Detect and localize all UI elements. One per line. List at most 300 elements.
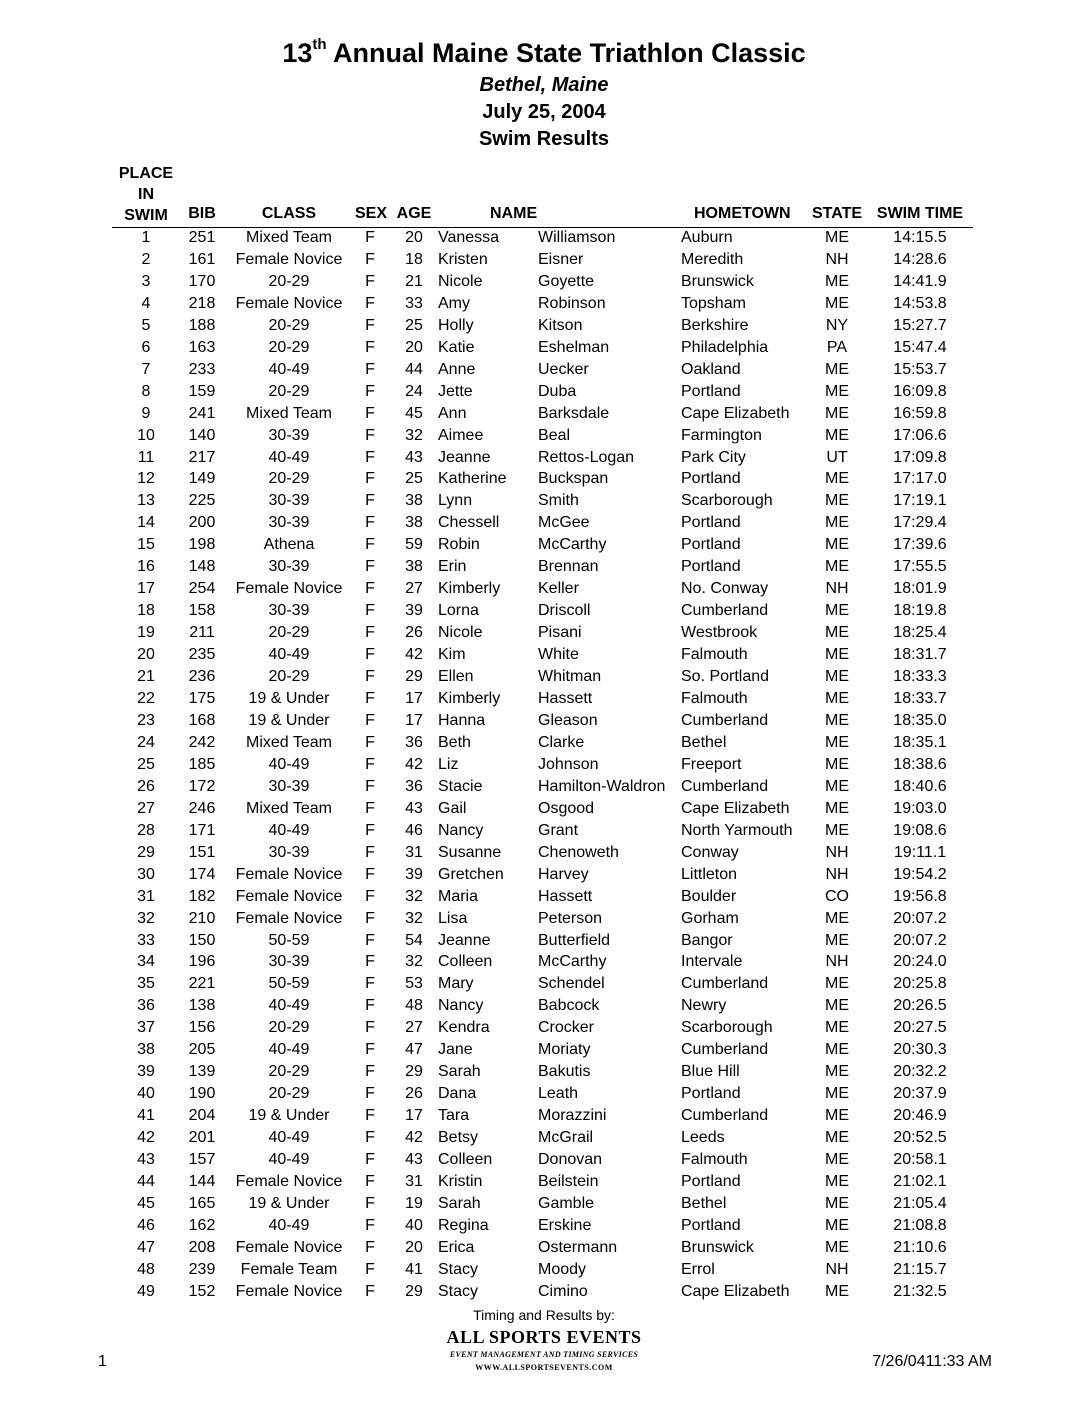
cell-bib: 198 <box>188 536 216 554</box>
cell-class: Female Team <box>240 1260 338 1278</box>
cell-town: Cumberland <box>681 1041 769 1059</box>
cell-sex: F <box>365 250 375 268</box>
cell-first: Regina <box>438 1216 489 1234</box>
cell-class: Female Novice <box>235 1238 343 1256</box>
cell-class: 20-29 <box>268 624 310 642</box>
cell-first: Stacie <box>438 777 483 795</box>
cell-state: ME <box>825 1085 849 1103</box>
cell-class: Female Novice <box>235 580 343 598</box>
table-row <box>0 754 1088 776</box>
table-row <box>0 1039 1088 1061</box>
table-row <box>0 666 1088 688</box>
cell-state: ME <box>825 1063 849 1081</box>
cell-first: Kim <box>438 646 466 664</box>
cell-state: CO <box>825 887 849 905</box>
cell-state: ME <box>825 514 849 532</box>
cell-town: Scarborough <box>681 492 773 510</box>
cell-town: Cumberland <box>681 777 769 795</box>
cell-state: ME <box>825 1172 849 1190</box>
cell-first: Betsy <box>438 1129 479 1147</box>
cell-first: Kimberly <box>438 690 501 708</box>
title-text: Annual Maine State Triathlon Classic <box>326 38 806 68</box>
cell-age: 46 <box>405 821 423 839</box>
cell-age: 42 <box>405 1129 423 1147</box>
cell-bib: 235 <box>188 646 216 664</box>
cell-state: NH <box>825 1260 849 1278</box>
cell-last: Clarke <box>538 733 585 751</box>
cell-last: Hamilton-Waldron <box>538 777 666 795</box>
cell-time: 15:27.7 <box>893 316 947 334</box>
cell-first: Nancy <box>438 821 484 839</box>
cell-town: Scarborough <box>681 1019 773 1037</box>
cell-town: Portland <box>681 536 741 554</box>
cell-first: Katie <box>438 338 475 356</box>
cell-time: 17:55.5 <box>893 558 947 576</box>
cell-age: 47 <box>405 1041 423 1059</box>
cell-class: Female Novice <box>235 909 343 927</box>
cell-last: Beal <box>538 426 571 444</box>
cell-class: 19 & Under <box>248 1107 330 1125</box>
col-header-name: NAME <box>490 205 538 222</box>
cell-bib: 221 <box>188 975 216 993</box>
table-row <box>0 512 1088 534</box>
cell-bib: 208 <box>188 1238 216 1256</box>
cell-bib: 162 <box>188 1216 216 1234</box>
cell-class: 40-49 <box>268 1151 310 1169</box>
cell-place: 10 <box>137 426 155 444</box>
cell-class: 30-39 <box>268 953 310 971</box>
table-row <box>0 293 1088 315</box>
cell-first: Katherine <box>438 470 507 488</box>
cell-place: 38 <box>137 1041 155 1059</box>
cell-first: Jane <box>438 1041 473 1059</box>
table-row <box>0 1237 1088 1259</box>
cell-last: Goyette <box>538 272 595 290</box>
cell-town: No. Conway <box>681 580 769 598</box>
cell-class: Female Novice <box>235 250 343 268</box>
cell-time: 18:25.4 <box>893 624 947 642</box>
cell-sex: F <box>365 1194 375 1212</box>
cell-first: Susanne <box>438 843 502 861</box>
cell-first: Dana <box>438 1085 477 1103</box>
cell-bib: 185 <box>188 755 216 773</box>
cell-class: 30-39 <box>268 514 310 532</box>
table-row <box>0 1083 1088 1105</box>
table-row <box>0 1281 1088 1303</box>
cell-place: 40 <box>137 1085 155 1103</box>
cell-place: 23 <box>137 711 155 729</box>
cell-class: Female Novice <box>235 887 343 905</box>
cell-last: Eshelman <box>538 338 610 356</box>
cell-age: 38 <box>405 492 423 510</box>
cell-bib: 188 <box>188 316 216 334</box>
cell-time: 20:26.5 <box>893 997 947 1015</box>
cell-bib: 158 <box>188 602 216 620</box>
cell-town: Newry <box>681 997 727 1015</box>
cell-age: 31 <box>405 1172 423 1190</box>
cell-age: 41 <box>405 1260 423 1278</box>
table-row <box>0 249 1088 271</box>
cell-age: 31 <box>405 843 423 861</box>
cell-time: 21:15.7 <box>893 1260 947 1278</box>
cell-place: 43 <box>137 1151 155 1169</box>
cell-class: Female Novice <box>235 294 343 312</box>
cell-class: 40-49 <box>268 1216 310 1234</box>
cell-bib: 157 <box>188 1151 216 1169</box>
cell-place: 35 <box>137 975 155 993</box>
cell-place: 11 <box>137 448 155 466</box>
cell-town: Falmouth <box>681 1151 748 1169</box>
cell-class: 19 & Under <box>248 711 330 729</box>
cell-last: Donovan <box>538 1151 603 1169</box>
page-number: 1 <box>98 1353 107 1370</box>
cell-age: 19 <box>405 1194 423 1212</box>
cell-town: Blue Hill <box>681 1063 740 1081</box>
cell-first: Beth <box>438 733 471 751</box>
cell-place: 8 <box>141 382 151 400</box>
cell-town: Auburn <box>681 229 733 246</box>
cell-time: 20:30.3 <box>893 1041 947 1059</box>
cell-last: White <box>538 646 579 664</box>
cell-last: Brennan <box>538 558 599 576</box>
cell-class: 40-49 <box>268 821 310 839</box>
cell-first: Colleen <box>438 953 493 971</box>
cell-last: Moody <box>538 1260 587 1278</box>
cell-sex: F <box>365 843 375 861</box>
cell-first: Hanna <box>438 711 486 729</box>
cell-town: Cape Elizabeth <box>681 799 790 817</box>
cell-sex: F <box>365 997 375 1015</box>
cell-town: Conway <box>681 843 739 861</box>
timing-credit: Timing and Results by: <box>473 1307 615 1323</box>
table-row <box>0 359 1088 381</box>
cell-bib: 190 <box>188 1085 216 1103</box>
cell-last: Peterson <box>538 909 603 927</box>
col-header-swim-time: SWIM TIME <box>876 205 964 222</box>
cell-age: 48 <box>405 997 423 1015</box>
cell-first: Colleen <box>438 1151 493 1169</box>
cell-last: Hassett <box>538 690 593 708</box>
cell-first: Liz <box>438 755 459 773</box>
cell-bib: 149 <box>188 470 216 488</box>
cell-bib: 152 <box>188 1282 216 1300</box>
table-row <box>0 820 1088 842</box>
cell-age: 29 <box>405 668 423 686</box>
cell-bib: 150 <box>188 931 216 949</box>
cell-sex: F <box>365 1019 375 1037</box>
cell-first: Vanessa <box>438 229 500 246</box>
cell-time: 17:06.6 <box>893 426 947 444</box>
cell-age: 20 <box>405 1238 423 1256</box>
cell-age: 42 <box>405 646 423 664</box>
cell-state: NH <box>825 250 849 268</box>
cell-age: 20 <box>405 338 423 356</box>
cell-state: ME <box>825 777 849 795</box>
cell-time: 16:09.8 <box>893 382 947 400</box>
cell-age: 26 <box>405 1085 423 1103</box>
cell-place: 15 <box>137 536 155 554</box>
cell-bib: 156 <box>188 1019 216 1037</box>
cell-state: NH <box>825 953 849 971</box>
cell-age: 59 <box>405 536 423 554</box>
cell-bib: 241 <box>188 404 216 422</box>
cell-time: 19:03.0 <box>893 799 947 817</box>
cell-town: Falmouth <box>681 690 748 708</box>
table-row <box>0 1149 1088 1171</box>
cell-time: 17:19.1 <box>893 492 947 510</box>
cell-state: ME <box>825 1041 849 1059</box>
cell-last: Kitson <box>538 316 583 334</box>
cell-sex: F <box>365 514 375 532</box>
cell-age: 32 <box>405 909 423 927</box>
cell-first: Kendra <box>438 1019 490 1037</box>
cell-sex: F <box>365 338 375 356</box>
cell-age: 54 <box>405 931 423 949</box>
cell-sex: F <box>365 426 375 444</box>
cell-time: 17:17.0 <box>893 470 947 488</box>
cell-bib: 233 <box>188 360 216 378</box>
cell-town: Portland <box>681 470 741 488</box>
cell-time: 18:33.3 <box>893 668 947 686</box>
cell-town: Intervale <box>681 953 743 971</box>
cell-town: Portland <box>681 1172 741 1190</box>
cell-place: 1 <box>141 229 151 246</box>
cell-bib: 159 <box>188 382 216 400</box>
cell-first: Nancy <box>438 997 484 1015</box>
cell-first: Gretchen <box>438 865 504 883</box>
col-header-age: AGE <box>396 205 432 222</box>
cell-age: 43 <box>405 1151 423 1169</box>
cell-bib: 239 <box>188 1260 216 1278</box>
cell-first: Jeanne <box>438 448 491 466</box>
cell-bib: 205 <box>188 1041 216 1059</box>
table-row <box>0 578 1088 600</box>
cell-place: 48 <box>137 1260 155 1278</box>
cell-state: NY <box>825 316 849 334</box>
cell-sex: F <box>365 536 375 554</box>
cell-place: 45 <box>137 1194 155 1212</box>
cell-place: 2 <box>141 250 151 268</box>
cell-state: ME <box>825 229 849 246</box>
cell-time: 18:19.8 <box>893 602 947 620</box>
cell-time: 18:01.9 <box>893 580 947 598</box>
cell-state: ME <box>825 1019 849 1037</box>
cell-age: 39 <box>405 865 423 883</box>
cell-time: 17:39.6 <box>893 536 947 554</box>
table-row <box>0 842 1088 864</box>
cell-sex: F <box>365 580 375 598</box>
cell-town: Boulder <box>681 887 737 905</box>
cell-time: 20:24.0 <box>893 953 947 971</box>
col-header-bib: BIB <box>188 205 216 222</box>
cell-last: Moriaty <box>538 1041 591 1059</box>
col-header-place-line2: IN <box>138 186 154 203</box>
cell-last: Ostermann <box>538 1238 618 1256</box>
col-header-place-line3: SWIM <box>124 207 168 224</box>
cell-state: ME <box>825 272 849 290</box>
cell-time: 19:08.6 <box>893 821 947 839</box>
event-location: Bethel, Maine <box>479 74 609 96</box>
cell-town: Portland <box>681 1085 741 1103</box>
cell-place: 24 <box>137 733 155 751</box>
cell-place: 3 <box>141 272 151 290</box>
cell-last: Gamble <box>538 1194 595 1212</box>
cell-first: Lorna <box>438 602 479 620</box>
cell-time: 20:07.2 <box>893 931 947 949</box>
cell-class: 19 & Under <box>248 1194 330 1212</box>
cell-time: 15:53.7 <box>893 360 947 378</box>
col-header-state: STATE <box>811 205 863 222</box>
cell-place: 39 <box>137 1063 155 1081</box>
cell-class: 20-29 <box>268 382 310 400</box>
cell-sex: F <box>365 931 375 949</box>
cell-first: Ann <box>438 404 467 422</box>
cell-place: 41 <box>137 1107 155 1125</box>
cell-bib: 170 <box>188 272 216 290</box>
table-row <box>0 1061 1088 1083</box>
cell-sex: F <box>365 953 375 971</box>
cell-bib: 172 <box>188 777 216 795</box>
cell-last: Osgood <box>538 799 595 817</box>
cell-bib: 218 <box>188 294 216 312</box>
cell-class: 20-29 <box>268 272 310 290</box>
cell-class: 40-49 <box>268 1129 310 1147</box>
cell-place: 33 <box>137 931 155 949</box>
table-row <box>0 886 1088 908</box>
results-table <box>0 227 1088 1303</box>
cell-state: ME <box>825 931 849 949</box>
cell-sex: F <box>365 294 375 312</box>
cell-sex: F <box>365 382 375 400</box>
cell-town: Park City <box>681 448 746 466</box>
cell-place: 21 <box>137 668 155 686</box>
cell-first: Sarah <box>438 1063 481 1081</box>
cell-sex: F <box>365 821 375 839</box>
cell-bib: 201 <box>188 1129 216 1147</box>
cell-sex: F <box>365 1172 375 1190</box>
cell-first: Anne <box>438 360 476 378</box>
cell-bib: 196 <box>188 953 216 971</box>
cell-last: Hassett <box>538 887 593 905</box>
cell-state: ME <box>825 536 849 554</box>
cell-place: 12 <box>137 470 155 488</box>
cell-class: 30-39 <box>268 558 310 576</box>
cell-sex: F <box>365 272 375 290</box>
cell-place: 6 <box>141 338 151 356</box>
table-row <box>0 425 1088 447</box>
cell-last: Keller <box>538 580 579 598</box>
cell-last: McGee <box>538 514 590 532</box>
title-ordinal: th <box>312 36 327 53</box>
cell-town: Portland <box>681 382 741 400</box>
cell-last: Cimino <box>538 1282 588 1300</box>
cell-class: 20-29 <box>268 470 310 488</box>
cell-class: 30-39 <box>268 777 310 795</box>
cell-class: 40-49 <box>268 646 310 664</box>
cell-state: ME <box>825 602 849 620</box>
cell-place: 17 <box>137 580 155 598</box>
cell-time: 20:32.2 <box>893 1063 947 1081</box>
cell-place: 30 <box>137 865 155 883</box>
cell-sex: F <box>365 1063 375 1081</box>
cell-sex: F <box>365 404 375 422</box>
cell-time: 18:33.7 <box>893 690 947 708</box>
cell-bib: 140 <box>188 426 216 444</box>
cell-state: ME <box>825 975 849 993</box>
cell-last: Barksdale <box>538 404 610 422</box>
cell-age: 17 <box>405 711 423 729</box>
cell-time: 20:07.2 <box>893 909 947 927</box>
cell-age: 38 <box>405 514 423 532</box>
cell-age: 17 <box>405 1107 423 1125</box>
cell-first: Holly <box>438 316 474 334</box>
cell-last: Leath <box>538 1085 579 1103</box>
cell-state: ME <box>825 360 849 378</box>
cell-age: 20 <box>405 229 423 246</box>
cell-first: Kristen <box>438 250 488 268</box>
cell-last: Smith <box>538 492 579 510</box>
cell-town: Brunswick <box>681 1238 754 1256</box>
table-row <box>0 644 1088 666</box>
cell-class: 40-49 <box>268 755 310 773</box>
cell-place: 20 <box>137 646 155 664</box>
cell-town: Bethel <box>681 1194 727 1212</box>
cell-bib: 174 <box>188 865 216 883</box>
cell-place: 19 <box>137 624 155 642</box>
cell-first: Maria <box>438 887 479 905</box>
cell-class: 30-39 <box>268 602 310 620</box>
cell-place: 26 <box>137 777 155 795</box>
cell-time: 18:38.6 <box>893 755 947 773</box>
cell-first: Amy <box>438 294 470 312</box>
cell-town: Brunswick <box>681 272 754 290</box>
cell-last: McCarthy <box>538 536 607 554</box>
cell-age: 36 <box>405 733 423 751</box>
table-row <box>0 710 1088 732</box>
cell-bib: 217 <box>188 448 216 466</box>
cell-state: ME <box>825 624 849 642</box>
cell-age: 27 <box>405 580 423 598</box>
cell-state: ME <box>825 733 849 751</box>
cell-last: Chenoweth <box>538 843 619 861</box>
cell-first: Robin <box>438 536 480 554</box>
cell-sex: F <box>365 690 375 708</box>
cell-state: ME <box>825 909 849 927</box>
cell-last: Schendel <box>538 975 605 993</box>
cell-place: 44 <box>137 1172 155 1190</box>
cell-time: 18:35.0 <box>893 711 947 729</box>
cell-town: Westbrook <box>681 624 758 642</box>
cell-sex: F <box>365 887 375 905</box>
cell-state: ME <box>825 690 849 708</box>
cell-last: Uecker <box>538 360 589 378</box>
cell-class: 40-49 <box>268 448 310 466</box>
cell-state: ME <box>825 821 849 839</box>
cell-bib: 242 <box>188 733 216 751</box>
cell-first: Erin <box>438 558 467 576</box>
cell-bib: 182 <box>188 887 216 905</box>
cell-sex: F <box>365 1260 375 1278</box>
cell-bib: 171 <box>188 821 216 839</box>
cell-last: Eisner <box>538 250 584 268</box>
results-type: Swim Results <box>478 128 610 150</box>
cell-town: Cape Elizabeth <box>681 1282 790 1300</box>
table-row <box>0 864 1088 886</box>
cell-sex: F <box>365 1041 375 1059</box>
cell-town: Cape Elizabeth <box>681 404 790 422</box>
cell-time: 19:54.2 <box>893 865 947 883</box>
cell-town: Cumberland <box>681 711 769 729</box>
